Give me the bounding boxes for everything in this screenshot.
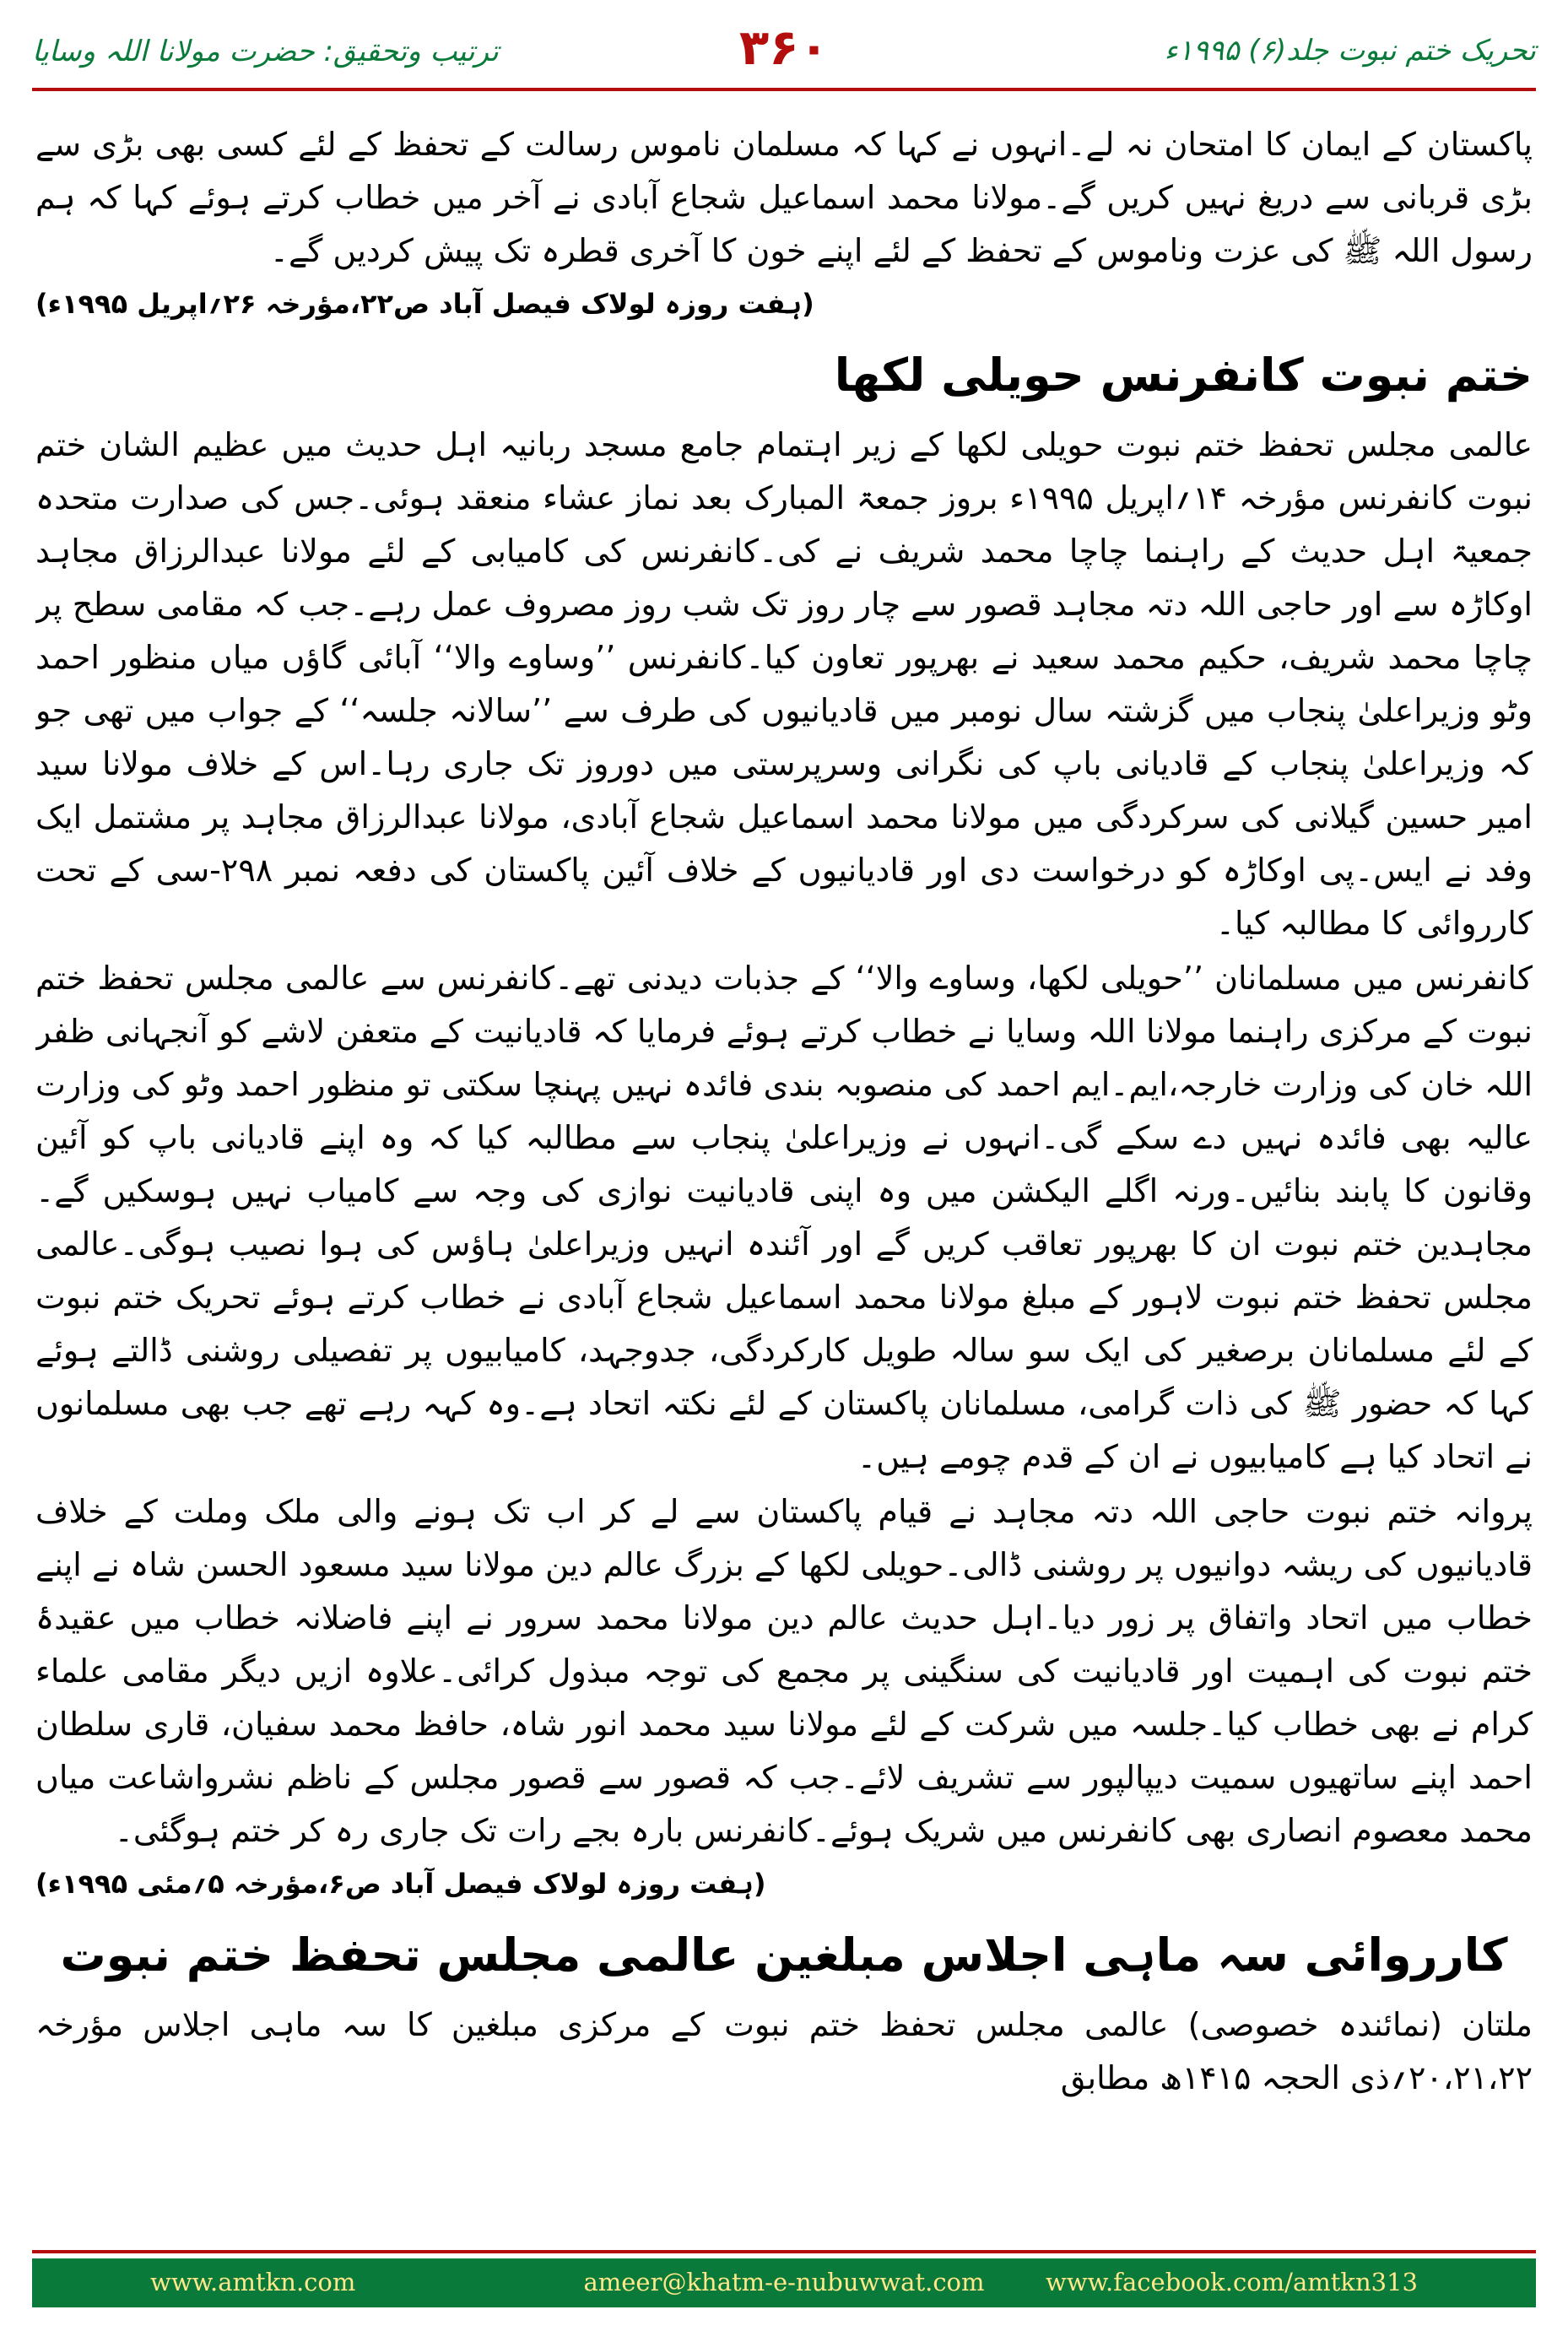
header-rule bbox=[32, 88, 1536, 91]
paragraph: عالمی مجلس تحفظ ختم نبوت حویلی لکھا کے زیر اہتمام جامع مسجد ربانیہ اہل حدیث میں عظیم الشان ختم نبوت کانفرنس مؤرخہ ۱۴؍اپریل ۱۹۹۵ء بروز جمعۃ المبارک بعد نماز عشاء منعقد ہوئی۔جس کی صدارت متحدہ جمعیۃ اہل حدیث کے راہنما چاچا محمد شریف نے کی۔کانفرنس کی کامیابی کے لئے مولانا عبدالرزاق مجاہد اوکاڑہ سے اور حاجی اللہ دتہ مجاہد قصور سے چار روز تک شب روز مصروف عمل رہے۔جب کہ مقامی سطح پر چاچا محمد شریف، حکیم محمد سعید نے بھرپور تعاون کیا۔کانفرنس ’’وساوے والا‘‘ آبائی گاؤں میاں منظور احمد وٹو وزیراعلیٰ پنجاب میں گزشتہ سال نومبر میں قادیانیوں کی طرف سے ’’سالانہ جلسہ‘‘ کے جواب میں تھی جو کہ وزیراعلیٰ پنجاب کے قادیانی باپ کی نگرانی وسرپرستی میں دوروز تک جاری رہا۔اس کے خلاف مولانا سید امیر حسین گیلانی کی سرکردگی میں مولانا محمد اسماعیل شجاع آبادی، مولانا عبدالرزاق مجاہد پر مشتمل ایک وفد نے ایس۔پی اوکاڑہ کو درخواست دی اور قادیانیوں کے خلاف آئین پاکستان کی دفعہ نمبر ۲۹۸-سی کے تحت کارروائی کا مطالبہ کیا۔ bbox=[35, 426, 1533, 942]
footer-rule bbox=[32, 2250, 1536, 2253]
section-heading: کارروائی سہ ماہی اجلاس مبلغین عالمی مجلس تحفظ ختم نبوت bbox=[60, 1928, 1508, 1982]
compiler-credit: ترتیب وتحقیق: حضرت مولانا اللہ وسایا bbox=[32, 35, 499, 68]
citation: (ہفت روزہ لولاک فیصل آباد ص۲۲،مؤرخہ ۲۶؍اپریل ۱۹۹۵ء) bbox=[35, 288, 814, 320]
paragraph bbox=[35, 1485, 1533, 1900]
article-body bbox=[35, 118, 1533, 2211]
paragraph-text: پاکستان کے ایمان کا امتحان نہ لے۔انہوں نے کہا کہ مسلمان ناموس رسالت کے تحفظ کے لئے کسی بھی بڑی سے بڑی قربانی سے دریغ نہیں کریں گے۔مولانا محمد اسماعیل شجاع آبادی نے آخر میں خطاب کرتے ہوئے کہا کہ ہم رسول اللہ ﷺ کی عزت وناموس کے تحفظ کے لئے اپنے خون کا آخری قطرہ تک پیش کردیں گے۔ bbox=[35, 126, 1533, 269]
paragraph: کانفرنس میں مسلمانان ’’حویلی لکھا، وساوے والا‘‘ کے جذبات دیدنی تھے۔کانفرنس سے عالمی مجلس تحفظ ختم نبوت کے مرکزی راہنما مولانا اللہ وسایا نے خطاب کرتے ہوئے فرمایا کہ قادیانیت کے متعفن لاشے کو آنجہانی ظفر اللہ خان کی وزارت خارجہ،ایم۔ایم احمد کی منصوبہ بندی فائدہ نہیں پہنچا سکتی تو منظور احمد وٹو کی وزارت عالیہ بھی فائدہ نہیں دے سکے گی۔انہوں نے وزیراعلیٰ پنجاب سے مطالبہ کیا کہ وہ اپنے قادیانی باپ کو آئین وقانون کا پابند بنائیں۔ورنہ اگلے الیکشن میں وہ اپنی قادیانیت نوازی کی وجہ سے کامیاب نہیں ہوسکیں گے۔مجاہدین ختم نبوت ان کا بھرپور تعاقب کریں گے اور آئندہ انہیں وزیراعلیٰ ہاؤس کی ہوا نصیب ہوگی۔عالمی مجلس تحفظ ختم نبوت لاہور کے مبلغ مولانا محمد اسماعیل شجاع آبادی نے خطاب کرتے ہوئے تحریک ختم نبوت کے لئے مسلمانان برصغیر کی ایک سو سالہ طویل کارکردگی، جدوجہد، کامیابیوں پر تفصیلی روشنی ڈالتے ہوئے کہا کہ حضور ﷺ کی ذات گرامی، مسلمانان پاکستان کے لئے نکتہ اتحاد ہے۔وہ کہہ رہے تھے جب بھی مسلمانوں نے اتحاد کیا ہے کامیابیوں نے ان کے قدم چومے ہیں۔ bbox=[35, 960, 1533, 1475]
website-link[interactable]: www.amtkn.com bbox=[150, 2268, 356, 2296]
page-header bbox=[0, 0, 1568, 93]
page-footer bbox=[32, 2258, 1536, 2307]
citation: (ہفت روزہ لولاک فیصل آباد ص۶،مؤرخہ ۵؍مئی ۱۹۹۵ء) bbox=[35, 1868, 766, 1900]
facebook-link[interactable]: www.facebook.com/amtkn313 bbox=[1046, 2268, 1418, 2296]
book-title: تحریک ختم نبوت جلد(۶) ۱۹۹۵ء bbox=[1164, 34, 1536, 68]
section-heading: ختم نبوت کانفرنس حویلی لکھا bbox=[834, 349, 1533, 402]
email-link[interactable]: ameer@khatm-e-nubuwwat.com bbox=[583, 2268, 985, 2296]
page-number: ۳۶۰ bbox=[738, 19, 830, 76]
paragraph-text: پروانہ ختم نبوت حاجی اللہ دتہ مجاہد نے قیام پاکستان سے لے کر اب تک ہونے والی ملک وملت کے خلاف قادیانیوں کی ریشہ دوانیوں پر روشنی ڈالی۔حویلی لکھا کے بزرگ عالم دین مولانا سید مسعود الحسن شاہ نے اپنے خطاب میں اتحاد واتفاق پر زور دیا۔اہل حدیث عالم دین مولانا محمد سرور نے اپنے فاضلانہ خطاب میں عقیدۂ ختم نبوت کی اہمیت اور قادیانیت کی سنگینی پر مجمع کی توجہ مبذول کرائی۔علاوہ ازیں دیگر مقامی علماء کرام نے بھی خطاب کیا۔جلسہ میں شرکت کے لئے مولانا سید محمد انور شاہ، حافظ محمد سفیان، قاری سلطان احمد اپنے ساتھیوں سمیت دیپالپور سے تشریف لائے۔جب کہ قصور سے قصور مجلس کے ناظم نشرواشاعت میاں محمد معصوم انصاری بھی کانفرنس میں شریک ہوئے۔کانفرنس بارہ بجے رات تک جاری رہ کر ختم ہوگئی۔ bbox=[35, 1493, 1533, 1849]
paragraph: ملتان (نمائندہ خصوصی) عالمی مجلس تحفظ ختم نبوت کے مرکزی مبلغین کا سہ ماہی اجلاس مؤرخہ ۲۰،۲۱،۲۲؍ذی الحجہ ۱۴۱۵ھ مطابق bbox=[35, 2006, 1533, 2096]
paragraph bbox=[35, 118, 1533, 320]
